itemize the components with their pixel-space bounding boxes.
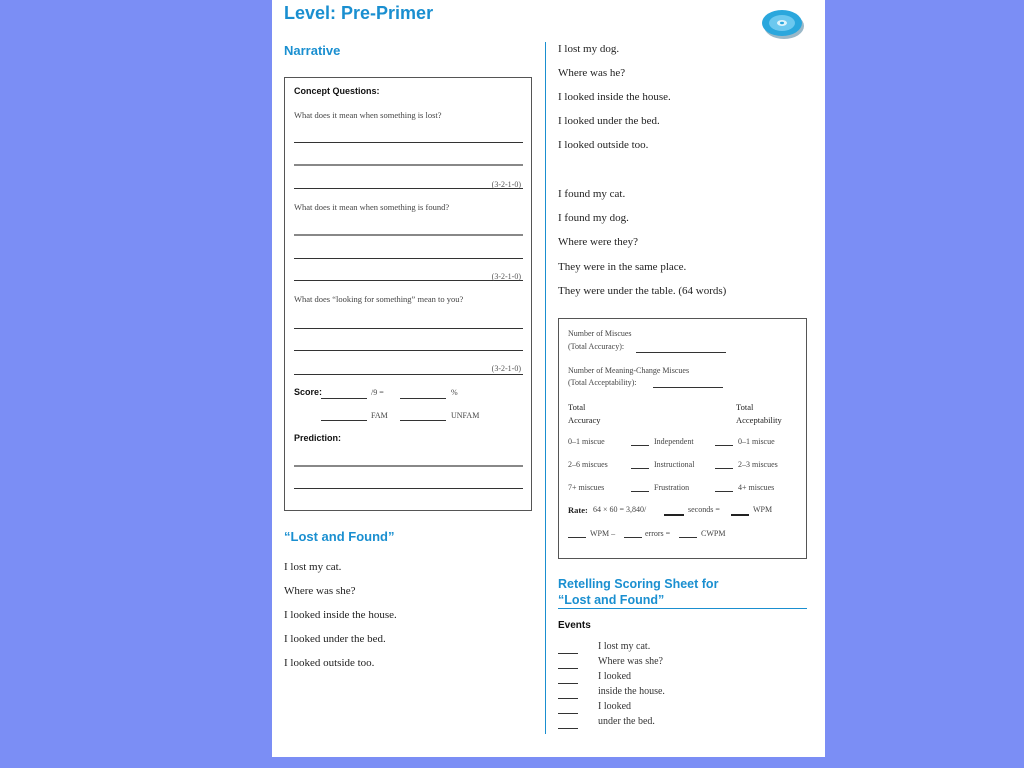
story-line: Where was he? <box>558 67 626 79</box>
answer-line[interactable] <box>294 164 523 166</box>
document-page <box>272 0 825 757</box>
event-item: I looked <box>598 701 632 712</box>
num-meaning-change-label: Number of Meaning-Change Miscues <box>568 366 690 375</box>
total-accuracy-head-2: Accuracy <box>568 415 601 425</box>
question-1: What does it mean when something is lost? <box>294 110 442 120</box>
prediction-line[interactable] <box>294 465 523 467</box>
event-item: under the bed. <box>598 716 655 727</box>
story-line: I found my dog. <box>558 212 629 224</box>
story-line: I looked under the bed. <box>284 633 386 645</box>
acceptability-range: 2–3 miscues <box>738 460 778 469</box>
seconds-label: seconds = <box>688 505 720 514</box>
percent-blank[interactable] <box>400 398 446 399</box>
total-acceptability-blank[interactable] <box>653 387 723 388</box>
errors-blank[interactable] <box>624 537 642 538</box>
miscue-scoring-box <box>558 318 807 559</box>
answer-line[interactable] <box>294 188 523 189</box>
acceptability-blank[interactable] <box>715 445 733 446</box>
total-acceptability-label: (Total Acceptability): <box>568 378 637 387</box>
answer-line[interactable] <box>294 374 523 375</box>
rate-label: Rate: <box>568 505 588 515</box>
retelling-title <box>558 576 718 608</box>
total-acceptability-head: Total <box>736 402 754 412</box>
event-check-blank[interactable] <box>558 683 578 684</box>
story-line: Where were they? <box>558 236 639 248</box>
column-divider <box>545 42 546 734</box>
acceptability-blank[interactable] <box>715 491 733 492</box>
story-line: I found my cat. <box>558 188 626 200</box>
unfam-blank[interactable] <box>400 420 446 421</box>
seconds-blank[interactable] <box>664 514 684 516</box>
wpm-label: WPM <box>753 505 773 514</box>
score-of: /9 = <box>371 388 384 397</box>
story-line: They were in the same place. <box>558 261 687 273</box>
question-3: What does “looking for something” mean to you? <box>294 294 464 304</box>
concept-questions-heading: Concept Questions: <box>294 86 380 96</box>
level-label: Frustration <box>654 483 690 492</box>
level-label: Independent <box>654 437 694 446</box>
story-line: I looked outside too. <box>558 139 649 151</box>
event-check-blank[interactable] <box>558 698 578 699</box>
rate-formula: 64 × 60 = 3,840/ <box>593 505 647 514</box>
answer-line[interactable] <box>294 234 523 236</box>
event-item: I looked <box>598 671 632 682</box>
total-acceptability-head-2: Acceptability <box>736 415 782 425</box>
answer-line[interactable] <box>294 328 523 329</box>
fam-blank[interactable] <box>321 420 367 421</box>
answer-line[interactable] <box>294 280 523 281</box>
points-label: (3-2-1-0) <box>491 180 521 189</box>
story-line: Where was she? <box>284 585 356 597</box>
story-line: I looked inside the house. <box>284 609 397 621</box>
cwpm-blank[interactable] <box>679 537 697 538</box>
narrative-heading: Narrative <box>284 43 341 58</box>
event-check-blank[interactable] <box>558 713 578 714</box>
story-title: “Lost and Found” <box>284 529 395 544</box>
event-check-blank[interactable] <box>558 728 578 729</box>
retelling-title-line-1: Retelling Scoring Sheet for <box>558 577 719 591</box>
acceptability-blank[interactable] <box>715 468 733 469</box>
story-line: They were under the table. (64 words) <box>558 285 727 297</box>
acceptability-range: 4+ miscues <box>738 483 775 492</box>
story-line: I looked under the bed. <box>558 115 660 127</box>
total-accuracy-head: Total <box>568 402 586 412</box>
unfam-label: UNFAM <box>451 411 480 420</box>
wpm-blank[interactable] <box>568 537 586 538</box>
score-blank[interactable] <box>321 398 367 399</box>
percent-sign: % <box>451 388 458 397</box>
concept-questions-box <box>284 77 532 511</box>
level-blank[interactable] <box>631 491 649 492</box>
level-blank[interactable] <box>631 468 649 469</box>
story-line: I lost my cat. <box>284 561 342 573</box>
accuracy-range: 2–6 miscues <box>568 460 608 469</box>
event-check-blank[interactable] <box>558 668 578 669</box>
events-heading: Events <box>558 620 591 631</box>
prediction-line[interactable] <box>294 488 523 489</box>
retelling-title-line-2: “Lost and Found” <box>558 593 665 607</box>
level-title: Level: Pre-Primer <box>284 3 434 23</box>
story-line: I looked inside the house. <box>558 91 671 103</box>
story-line: I lost my dog. <box>558 43 620 55</box>
points-label: (3-2-1-0) <box>491 364 521 373</box>
points-label: (3-2-1-0) <box>491 272 521 281</box>
errors-label: errors = <box>645 529 671 538</box>
fam-label: FAM <box>371 411 388 420</box>
answer-line[interactable] <box>294 350 523 351</box>
answer-line[interactable] <box>294 142 523 143</box>
event-item: inside the house. <box>598 686 665 697</box>
story-line: I looked outside too. <box>284 657 375 669</box>
num-miscues-label: Number of Miscues <box>568 329 632 338</box>
accuracy-range: 0–1 miscue <box>568 437 605 446</box>
event-item: I lost my cat. <box>598 641 651 652</box>
level-blank[interactable] <box>631 445 649 446</box>
event-check-blank[interactable] <box>558 653 578 654</box>
answer-line[interactable] <box>294 258 523 259</box>
retelling-rule <box>558 608 807 609</box>
question-2: What does it mean when something is found? <box>294 202 450 212</box>
total-accuracy-label: (Total Accuracy): <box>568 342 625 351</box>
wpm-blank[interactable] <box>731 514 749 516</box>
cwpm-label: CWPM <box>701 529 726 538</box>
accuracy-range: 7+ miscues <box>568 483 605 492</box>
cd-disc-icon[interactable] <box>760 2 806 42</box>
prediction-label: Prediction: <box>294 433 342 443</box>
wpm-minus-label: WPM – <box>590 529 616 538</box>
total-accuracy-blank[interactable] <box>636 352 726 353</box>
level-label: Instructional <box>654 460 695 469</box>
score-label: Score: <box>294 387 323 397</box>
acceptability-range: 0–1 miscue <box>738 437 775 446</box>
event-item: Where was she? <box>598 656 663 667</box>
